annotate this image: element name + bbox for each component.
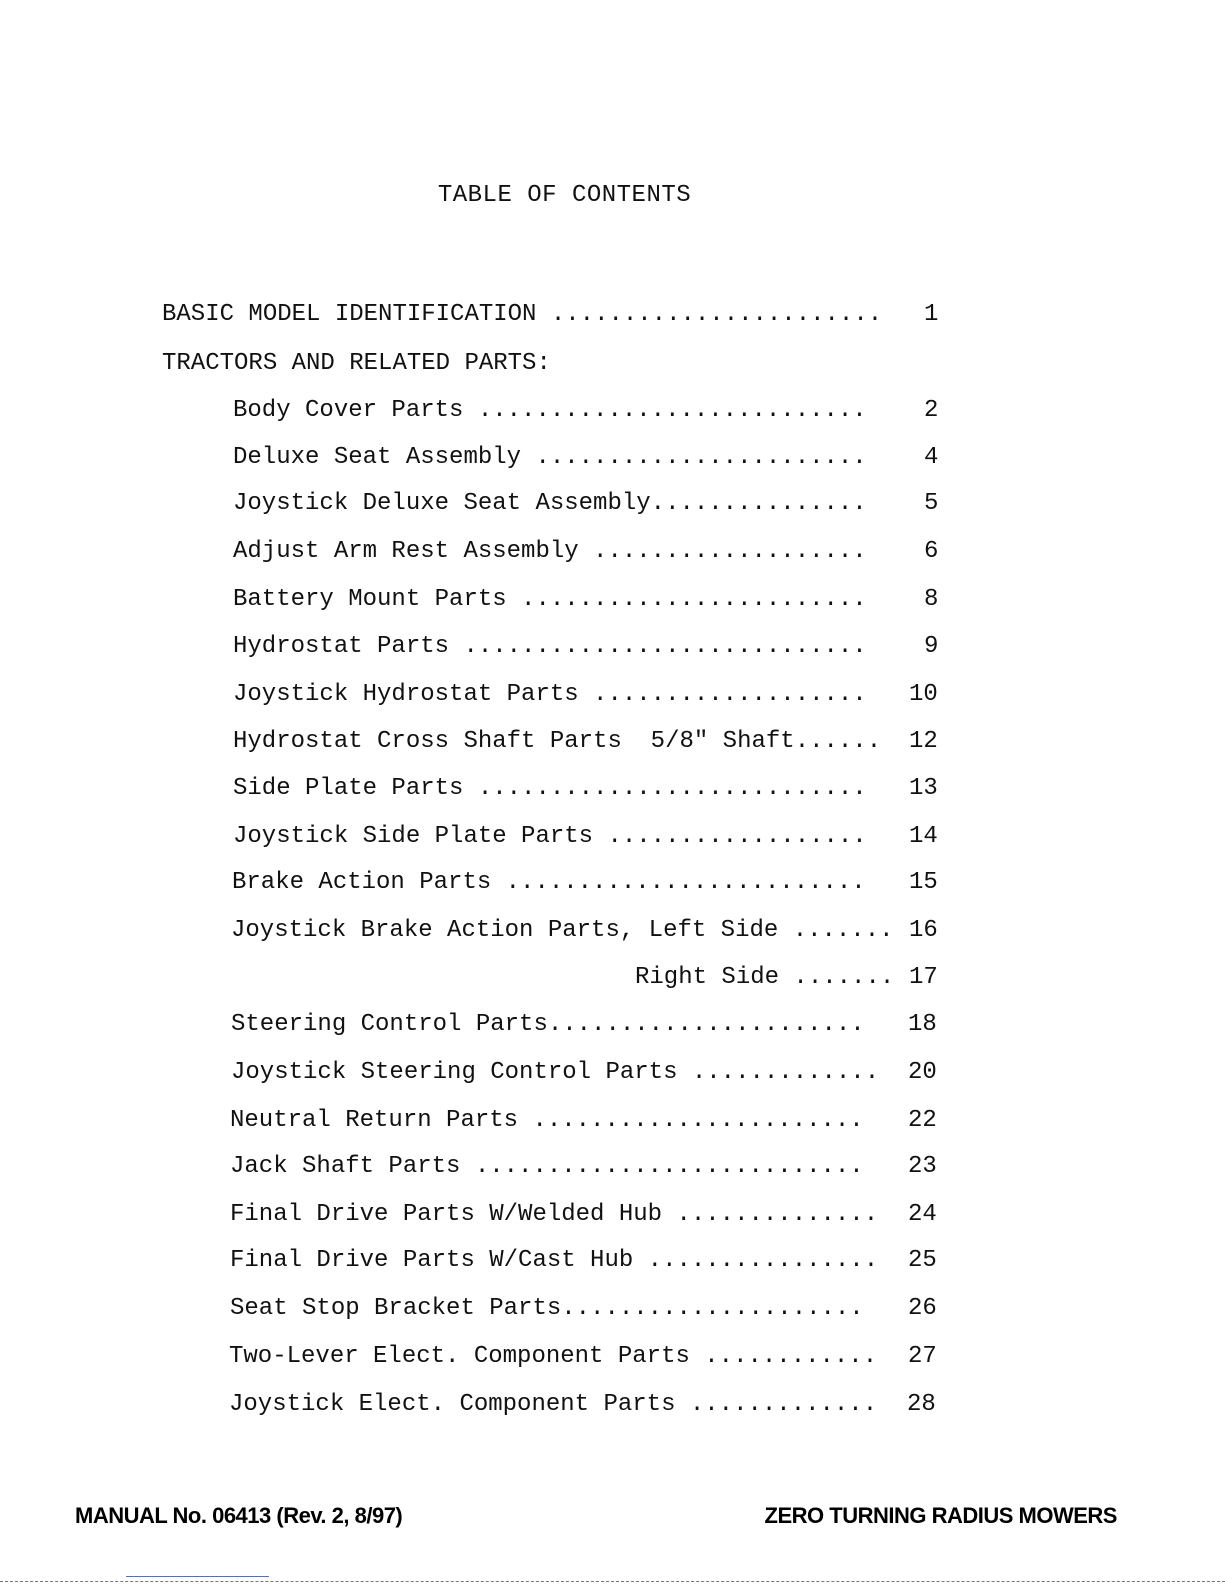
toc-entry: Joystick Brake Action Parts, Left Side ....... [231, 917, 894, 944]
page-title [0, 182, 1225, 209]
toc-page-number: 10 [909, 681, 938, 708]
toc-entry: Neutral Return Parts ....................... [230, 1107, 864, 1134]
toc-page-number: 24 [908, 1201, 937, 1228]
toc-entry: Seat Stop Bracket Parts..................... [230, 1295, 864, 1322]
toc-page-number: 8 [924, 586, 939, 613]
toc-page-number: 13 [909, 775, 938, 802]
toc-page-number: 15 [909, 869, 938, 896]
toc-page-number: 17 [909, 964, 938, 991]
toc-page-number: 20 [908, 1059, 937, 1086]
toc-entry: Two-Lever Elect. Component Parts ............ [229, 1343, 878, 1370]
toc-entry: Adjust Arm Rest Assembly ................... [233, 538, 867, 565]
toc-entry: Final Drive Parts W/Cast Hub ................ [230, 1247, 879, 1274]
page-edge-divider [0, 1581, 1225, 1582]
toc-page-number: 23 [908, 1153, 937, 1180]
toc-entry: Joystick Hydrostat Parts ................... [233, 681, 867, 708]
footer-manual-number: MANUAL No. 06413 (Rev. 2, 8/97) [75, 1503, 403, 1528]
toc-page-number: 2 [924, 397, 939, 424]
toc-entry-right-side: Right Side ....... [635, 964, 895, 991]
toc-section-heading: TRACTORS AND RELATED PARTS: [162, 350, 551, 377]
toc-page-number: 28 [907, 1391, 936, 1418]
toc-page-number: 9 [924, 633, 939, 660]
toc-entry: Joystick Elect. Component Parts ............. [229, 1391, 878, 1418]
toc-page-number: 16 [909, 917, 938, 944]
toc-page-number: 14 [909, 823, 938, 850]
toc-entry: Jack Shaft Parts ........................... [230, 1153, 864, 1180]
page-title-text: TABLE OF CONTENTS [437, 182, 692, 209]
toc-page-number: 25 [908, 1247, 937, 1274]
toc-page-number: 6 [924, 538, 939, 565]
toc-entry: Joystick Steering Control Parts ............. [231, 1059, 880, 1086]
toc-entry: Brake Action Parts ......................... [232, 869, 866, 896]
toc-entry: Joystick Deluxe Seat Assembly............... [233, 490, 867, 517]
toc-entry: Battery Mount Parts ........................ [233, 586, 867, 613]
toc-entry-basic-model: BASIC MODEL IDENTIFICATION ....................... [162, 301, 883, 328]
toc-entry: Steering Control Parts...................... [231, 1011, 865, 1038]
toc-entry: Joystick Side Plate Parts .................. [233, 823, 867, 850]
toc-page-number: 27 [908, 1343, 937, 1370]
toc-entry: Hydrostat Parts ............................ [233, 633, 867, 660]
toc-page-number: 22 [908, 1107, 937, 1134]
footer-product-name: ZERO TURNING RADIUS MOWERS [764, 1503, 1117, 1528]
toc-entry: Side Plate Parts ........................... [233, 775, 867, 802]
toc-page-number: 12 [909, 728, 938, 755]
toc-page-number: 26 [908, 1295, 937, 1322]
toc-entry: Final Drive Parts W/Welded Hub .............. [230, 1201, 879, 1228]
toc-entry: Deluxe Seat Assembly ....................... [233, 444, 867, 471]
toc-page-number: 1 [924, 301, 939, 328]
toc-entry: Hydrostat Cross Shaft Parts 5/8" Shaft...... [233, 728, 882, 755]
toc-page-number: 5 [924, 490, 939, 517]
toc-page-number: 18 [908, 1011, 937, 1038]
toc-entry: Body Cover Parts ........................... [233, 397, 867, 424]
link-underline [126, 1576, 269, 1577]
toc-page-number: 4 [924, 444, 939, 471]
